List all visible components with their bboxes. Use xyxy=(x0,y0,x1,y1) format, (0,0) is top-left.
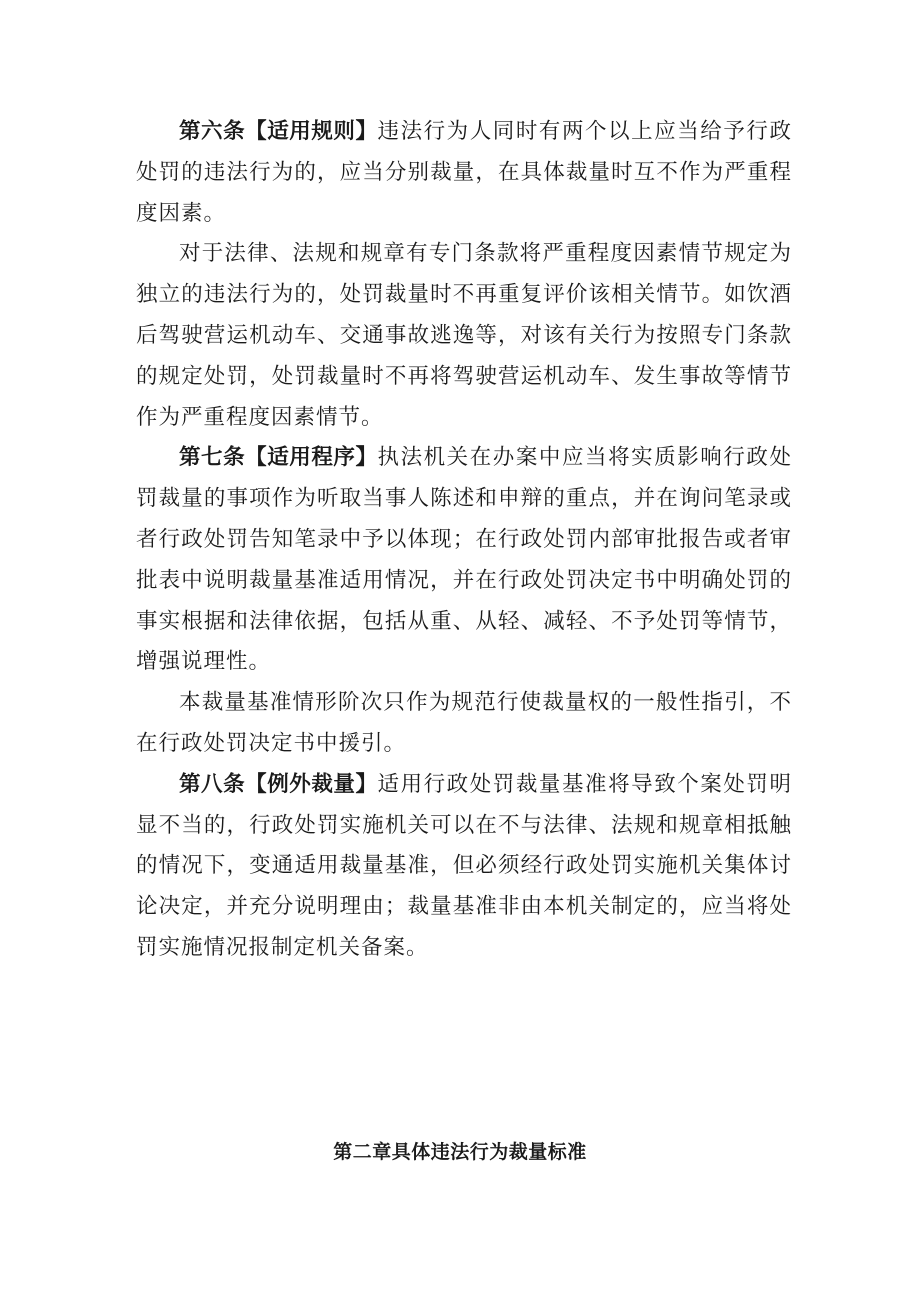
chapter-2-heading: 第二章具体违法行为裁量标准 xyxy=(333,1141,587,1163)
article-8-text: 适用行政处罚裁量基准将导致个案处罚明显不当的，行政处罚实施机关可以在不与法律、法规和规章相抵触的情况下，变通适用裁量基准，但必须经行政处罚实施机关集体讨论决定，并充分说明理由；裁量基准非由本机关制定的，应当将处罚实施情况报制定机关备案。 xyxy=(136,771,792,960)
document-body xyxy=(136,112,792,969)
article-6-paragraph-2: 对于法律、法规和规章有专门条款将严重程度因素情节规定为独立的违法行为的，处罚裁量时不再重复评价该相关情节。如饮酒后驾驶营运机动车、交通事故逃逸等，对该有关行为按照专门条款的规定处罚，处罚裁量时不再将驾驶营运机动车、发生事故等情节作为严重程度因素情节。 xyxy=(136,241,792,430)
article-6-text: 违法行为人同时有两个以上应当给予行政处罚的违法行为的，应当分别裁量，在具体裁量时互不作为严重程度因素。 xyxy=(136,119,792,226)
article-8-paragraph xyxy=(136,765,792,969)
article-7-paragraph xyxy=(136,438,792,683)
article-6-label: 第六条【适用规则】 xyxy=(179,119,378,144)
article-8-label: 第八条【例外裁量】 xyxy=(179,771,378,797)
article-7-text: 执法机关在办案中应当将实质影响行政处罚裁量的事项作为听取当事人陈述和申辩的重点，并在询问笔录或者行政处罚告知笔录中予以体现；在行政处罚内部审批报告或者审批表中说明裁量基准适用情况，并在行政处罚决定书中明确处罚的事实根据和法律依据，包括从重、从轻、减轻、不予处罚等情节，增强说理性。 xyxy=(136,445,792,675)
article-7-paragraph-2: 本裁量基准情形阶次只作为规范行使裁量权的一般性指引，不在行政处罚决定书中援引。 xyxy=(136,690,792,756)
article-6-paragraph xyxy=(136,112,792,234)
article-7-label: 第七条【适用程序】 xyxy=(179,445,378,471)
